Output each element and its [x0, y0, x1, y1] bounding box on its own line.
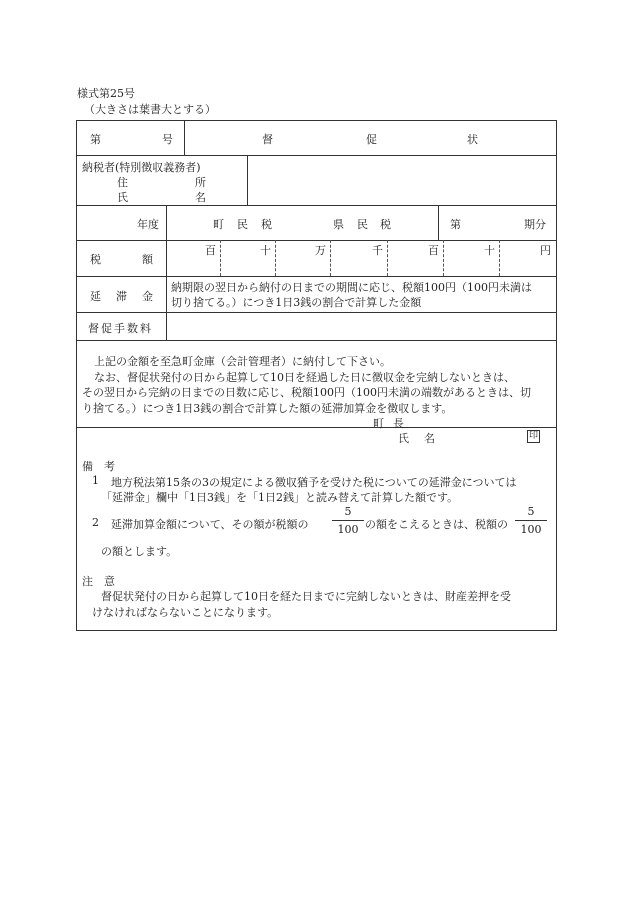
digit-unit: 万	[315, 244, 326, 257]
taxpayer-label: 納税者(特別徴収義務者)	[82, 161, 201, 174]
rule	[76, 205, 557, 206]
town-tax-char: 町	[213, 218, 224, 231]
digit-unit: 百	[205, 244, 216, 257]
fraction-denominator: 100	[520, 523, 542, 536]
remark-text: 「延滞金」欄中「1日3銭」を「1日2銭」と読み替えて計算した額です。	[101, 491, 459, 504]
caution-heading: 意	[104, 575, 115, 588]
notice-line: 上記の金額を至急町金庫（会計管理者）に納付して下さい。	[94, 355, 391, 368]
rule	[166, 205, 167, 340]
caution-text: 督促状発付の日から起算して10日を経た日までに完納しないときは、財産差押を受	[101, 590, 511, 603]
name-label: 氏	[117, 191, 128, 204]
fraction-numerator: 5	[344, 505, 352, 518]
rule	[76, 312, 557, 313]
tax-amount-label: 税	[90, 253, 101, 266]
seal-mark: 印	[528, 431, 538, 441]
late-fee-text: 納期限の翌日から納付の日までの期間に応じ、税額100円（100円未満は	[171, 281, 532, 294]
rule	[76, 340, 557, 341]
title-char: 状	[467, 133, 478, 146]
digit-unit: 円	[540, 244, 551, 257]
rule	[76, 427, 557, 428]
digit-separator	[443, 240, 444, 276]
mayor-label: 町	[373, 417, 384, 430]
number-suffix: 号	[162, 133, 173, 146]
late-fee-label: 延	[90, 290, 101, 303]
address-label: 住	[117, 176, 128, 189]
fraction-5-100	[332, 505, 364, 536]
late-fee-label: 金	[142, 290, 153, 303]
pref-tax-char: 税	[380, 218, 391, 231]
fiscal-year-label: 年度	[137, 218, 159, 231]
digit-unit: 十	[260, 244, 271, 257]
notice-line: その翌日から完納の日までの日数に応じ、税額100円（100円未満の端数があるときは、切	[82, 386, 531, 399]
rule	[184, 120, 185, 155]
digit-separator	[387, 240, 388, 276]
address-label: 所	[195, 176, 206, 189]
reminder-fee-label: 督促手数料	[88, 322, 153, 335]
signer-name-label: 名	[424, 432, 435, 445]
rule	[76, 155, 557, 156]
signer-name-label: 氏	[398, 432, 409, 445]
rule	[76, 240, 557, 241]
fraction-bar	[332, 520, 364, 521]
size-note: （大きさは葉書大とする）	[84, 103, 216, 116]
pref-tax-char: 県	[333, 218, 344, 231]
digit-unit: 百	[428, 244, 439, 257]
tax-amount-label: 額	[142, 253, 153, 266]
fraction-denominator: 100	[337, 523, 359, 536]
fraction-numerator: 5	[527, 505, 535, 518]
caution-heading: 注	[82, 575, 93, 588]
caution-text: けなければならないことになります。	[92, 606, 279, 619]
rule	[247, 155, 248, 205]
remark-text: 地方税法第15条の3の規定による徴収猶予を受けた税についての延滞金については	[111, 476, 517, 489]
town-tax-char: 民	[237, 218, 248, 231]
fraction-bar	[515, 520, 547, 521]
remarks-heading: 考	[104, 460, 115, 473]
digit-separator	[330, 240, 331, 276]
mayor-label: 長	[393, 417, 404, 430]
digit-separator	[220, 240, 221, 276]
period-prefix: 第	[450, 218, 461, 231]
title-char: 促	[366, 133, 377, 146]
rule	[438, 205, 439, 240]
digit-unit: 十	[484, 244, 495, 257]
notice-line: り捨てる。）につき1日3銭の割合で計算した額の延滞加算金を徴収します。	[82, 402, 453, 415]
fraction-5-100	[515, 505, 547, 536]
digit-separator	[275, 240, 276, 276]
remark-text: の額とします。	[101, 545, 178, 558]
late-fee-label: 滞	[116, 290, 127, 303]
digit-unit: 千	[372, 244, 383, 257]
period-suffix: 期分	[524, 218, 546, 231]
town-tax-char: 税	[261, 218, 272, 231]
name-label: 名	[195, 191, 206, 204]
rule	[76, 276, 557, 277]
title-char: 督	[262, 133, 273, 146]
form-number: 様式第25号	[77, 87, 135, 100]
remark-number: 2	[92, 516, 99, 529]
remarks-heading: 備	[82, 460, 93, 473]
digit-separator	[499, 240, 500, 276]
remark-text: の額をこえるときは、税額の	[365, 518, 508, 531]
number-prefix: 第	[90, 133, 101, 146]
remark-text: 延滞加算金額について、その額が税額の	[111, 518, 309, 531]
remark-number: 1	[92, 474, 99, 487]
pref-tax-char: 民	[357, 218, 368, 231]
late-fee-text: 切り捨てる。）につき1日3銭の割合で計算した金額	[171, 296, 422, 309]
notice-line: なお、督促状発付の日から起算して10日を経過した日に徴収金を完納しないときは、	[94, 371, 515, 384]
